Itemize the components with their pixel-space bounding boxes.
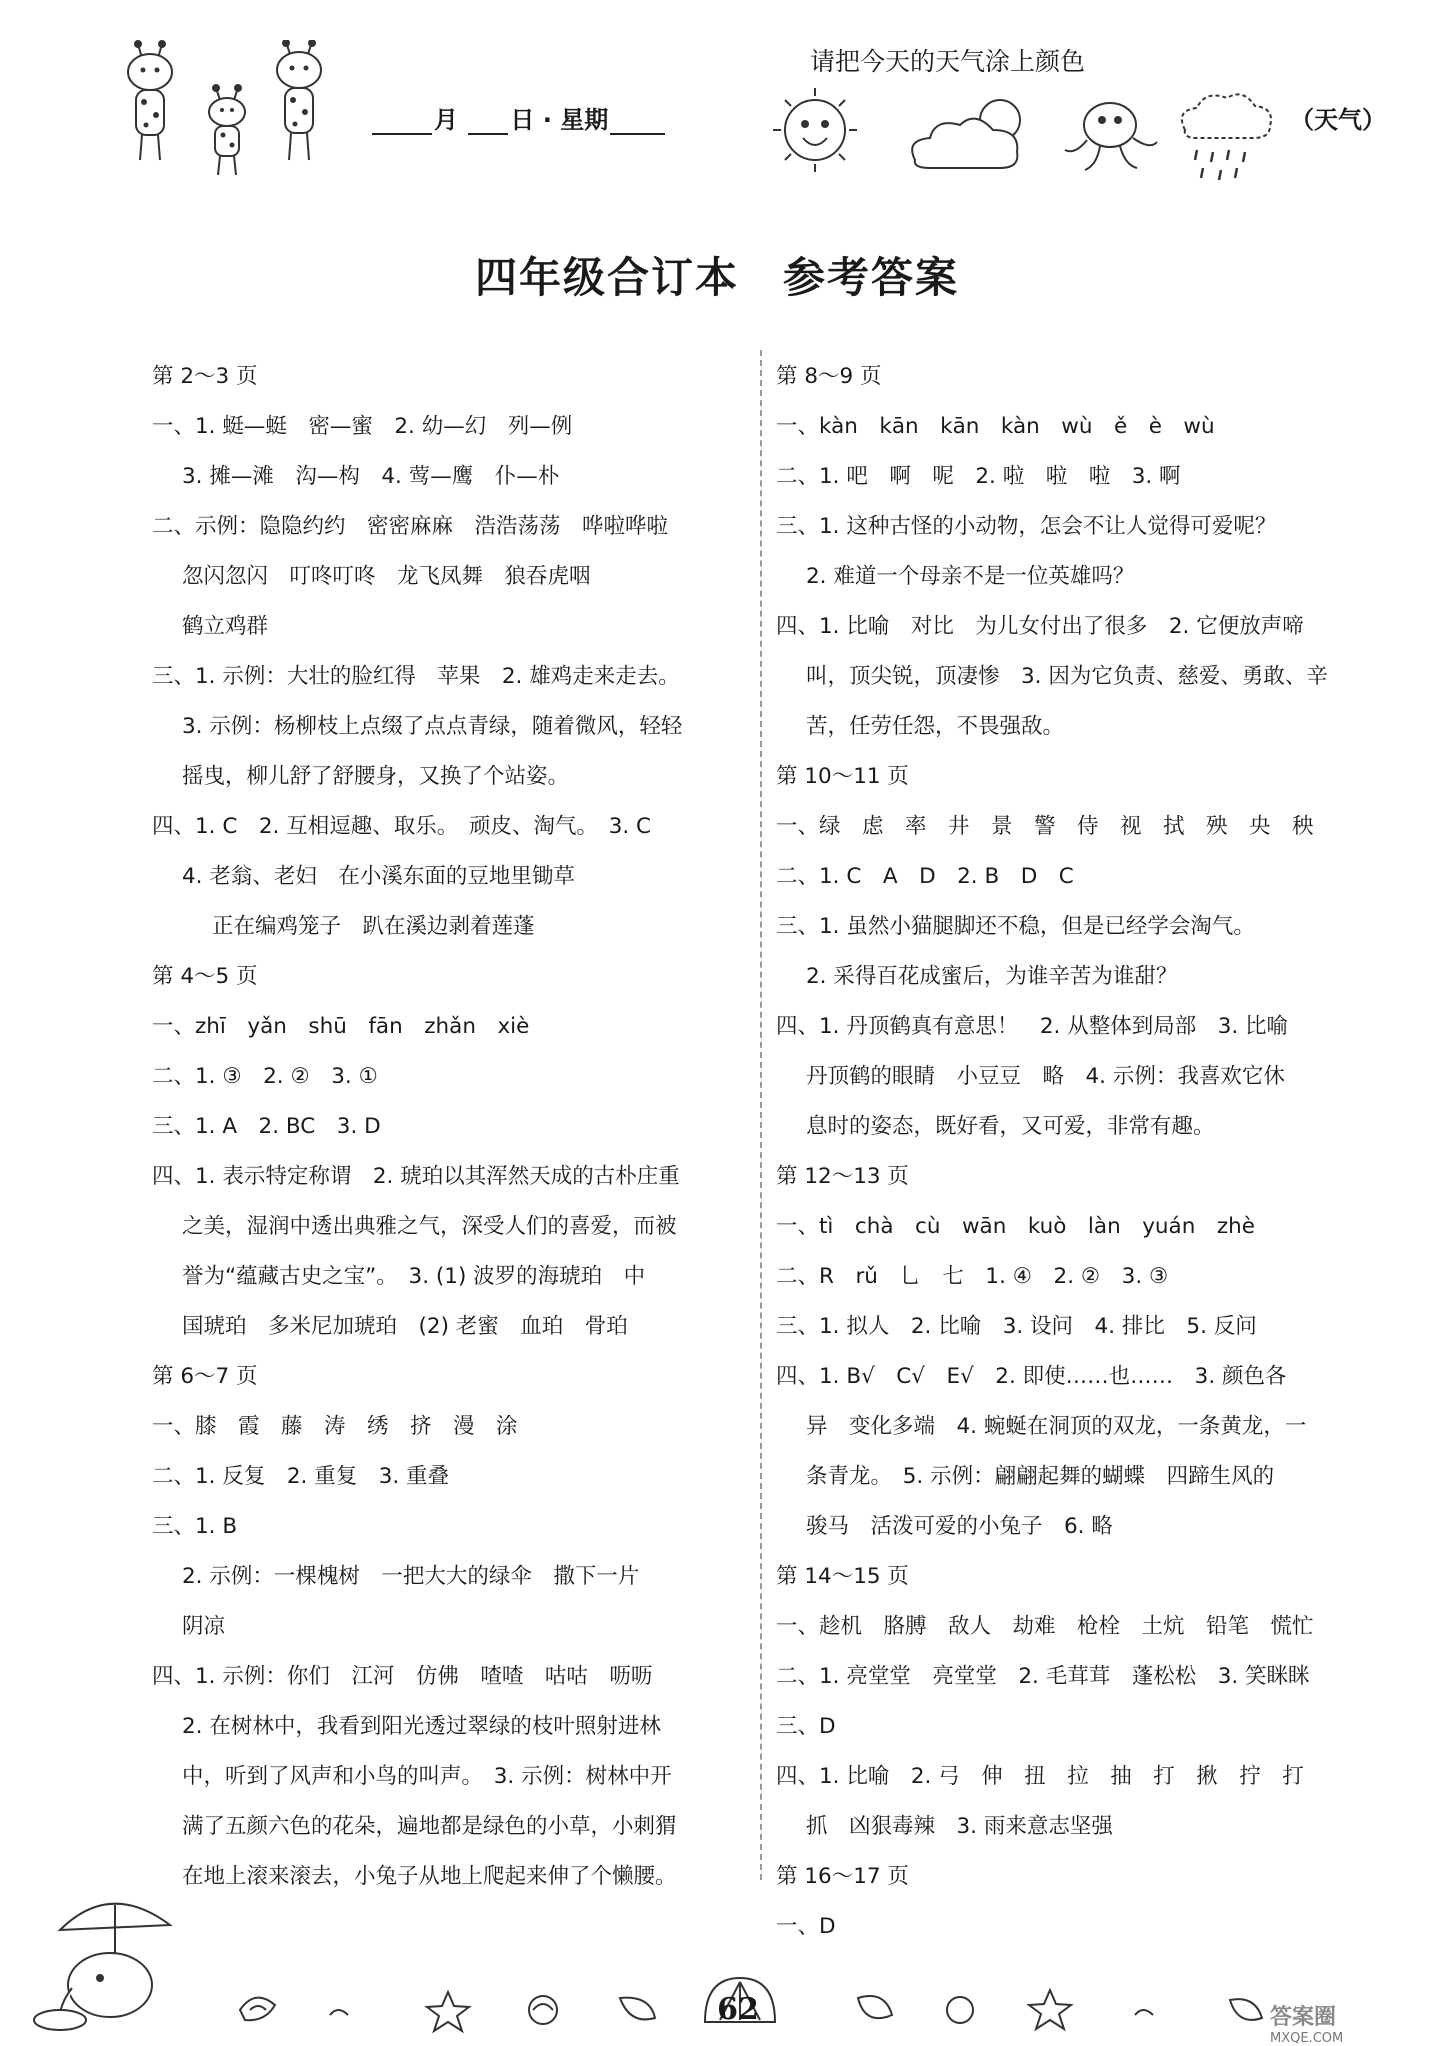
weather-instruction: 请把今天的天气涂上颜色	[810, 47, 1086, 76]
answer-line: 一、D	[776, 1914, 836, 1939]
answer-line: 三、1. 拟人 2. 比喻 3. 设问 4. 排比 5. 反问	[776, 1314, 1257, 1339]
weather-label: （天气）	[1290, 106, 1386, 134]
answer-line: 四、1. 比喻 2. 弓 伸 扭 拉 抽 打 揪 拧 打	[776, 1764, 1304, 1789]
answer-line: 2. 难道一个母亲不是一位英雄吗？	[806, 564, 1135, 589]
answer-line: 之美，湿润中透出典雅之气，深受人们的喜爱，而被	[182, 1214, 677, 1239]
page-range-heading: 第 4～5 页	[152, 964, 258, 989]
star-icon	[1029, 1990, 1071, 2029]
shell-icon	[620, 1998, 655, 2020]
giraffe-illustration	[120, 40, 360, 180]
answer-line: 正在编鸡笼子 趴在溪边剥着莲蓬	[212, 914, 535, 939]
answer-line: 一、绿 虑 率 井 景 警 侍 视 拭 殃 央 秧	[776, 814, 1314, 839]
heavy-rain-icon[interactable]	[1182, 94, 1271, 180]
answer-line: 骏马 活泼可爱的小兔子 6. 略	[806, 1514, 1113, 1539]
page-range-heading: 第 6～7 页	[152, 1364, 258, 1389]
shell-icon	[858, 1996, 892, 2018]
watermark-text: 答案圈	[1270, 2005, 1337, 2030]
answer-line: 一、kàn kān kān kàn wù ě è wù	[776, 414, 1215, 439]
answer-line: 二、1. 吧 啊 呢 2. 啦 啦 啦 3. 啊	[776, 464, 1181, 489]
site-watermark	[1270, 2000, 1343, 2046]
month-label: 月	[434, 106, 458, 134]
answer-line: 4. 老翁、老妇 在小溪东面的豆地里锄草	[182, 864, 575, 889]
watermark-url: MXQE.COM	[1270, 2031, 1344, 2046]
answer-line: 三、1. 这种古怪的小动物，怎会不让人觉得可爱呢？	[776, 514, 1277, 539]
answer-line: 国琥珀 多米尼加琥珀 (2) 老蜜 血珀 骨珀	[182, 1314, 628, 1339]
answer-line: 2. 采得百花成蜜后，为谁辛苦为谁甜？	[806, 964, 1178, 989]
answer-line: 四、1. 表示特定称谓 2. 琥珀以其浑然天成的古朴庄重	[152, 1164, 680, 1189]
answers-left-column	[152, 352, 752, 1902]
answer-line: 阴凉	[182, 1614, 226, 1639]
answer-line: 3. 摊—滩 沟—构 4. 莺—鹰 仆—朴	[182, 464, 560, 489]
answers-right-column	[776, 352, 1376, 1952]
shell-icon	[1135, 2010, 1153, 2015]
answer-line: 二、示例：隐隐约约 密密麻麻 浩浩荡荡 哗啦哗啦	[152, 514, 669, 539]
page-range-heading: 第 8～9 页	[776, 364, 882, 389]
answer-line: 一、1. 蜓—蜓 密—蜜 2. 幼—幻 列—例	[152, 414, 573, 439]
answer-line: 满了五颜六色的花朵，遍地都是绿色的小草，小刺猬	[182, 1814, 677, 1839]
answer-line: 二、R rǔ 乚 七 1. ④ 2. ② 3. ③	[776, 1264, 1169, 1289]
answer-line: 二、1. 亮堂堂 亮堂堂 2. 毛茸茸 蓬松松 3. 笑眯眯	[776, 1664, 1310, 1689]
answer-line: 2. 在树林中，我看到阳光透过翠绿的枝叶照射进林	[182, 1714, 661, 1739]
answer-line: 在地上滚来滚去，小兔子从地上爬起来伸了个懒腰。	[182, 1864, 677, 1889]
sun-icon[interactable]	[773, 88, 857, 172]
date-fill-line	[370, 100, 667, 135]
shell-icon	[1230, 1999, 1262, 2020]
page-range-heading: 第 12～13 页	[776, 1164, 909, 1189]
page-range-heading: 第 2～3 页	[152, 364, 258, 389]
week-blank[interactable]	[610, 111, 665, 135]
page-range-heading: 第 10～11 页	[776, 764, 909, 789]
column-divider	[760, 350, 762, 1880]
answer-line: 一、趁机 胳膊 敌人 劫难 枪栓 土炕 铅笔 慌忙	[776, 1614, 1314, 1639]
shell-icon	[947, 1997, 973, 2023]
answer-line: 一、膝 霞 藤 涛 绣 挤 漫 涂	[152, 1414, 518, 1439]
answer-line: 四、1. 示例：你们 江河 仿佛 喳喳 咕咕 呖呖	[152, 1664, 653, 1689]
answer-line: 息时的姿态，既好看，又可爱，非常有趣。	[806, 1114, 1215, 1139]
answer-line: 三、1. B	[152, 1514, 238, 1539]
answer-line: 条青龙。 5. 示例：翩翩起舞的蝴蝶 四蹄生风的	[806, 1464, 1275, 1489]
answer-line: 叫，顶尖锐，顶凄惨 3. 因为它负责、慈爱、勇敢、辛	[806, 664, 1328, 689]
star-icon	[427, 1992, 469, 2031]
answer-line: 3. 示例：杨柳枝上点缀了点点青绿，随着微风，轻轻	[182, 714, 683, 739]
weather-icons	[765, 80, 1285, 190]
answer-line: 三、1. 示例：大壮的脸红得 苹果 2. 雄鸡走来走去。	[152, 664, 680, 689]
page-number: 62	[717, 1992, 759, 2027]
answer-line: 三、1. A 2. BC 3. D	[152, 1114, 381, 1139]
page-header	[0, 0, 1434, 200]
answer-line: 三、1. 虽然小猫腿脚还不稳，但是已经学会淘气。	[776, 914, 1255, 939]
answer-line: 四、1. 丹顶鹤真有意思！ 2. 从整体到局部 3. 比喻	[776, 1014, 1289, 1039]
week-label: 星期	[560, 106, 609, 134]
page-title: 四年级合订本 参考答案	[474, 253, 959, 302]
answer-line: 中，听到了风声和小鸟的叫声。 3. 示例：树林中开	[182, 1764, 672, 1789]
page-range-heading: 第 16～17 页	[776, 1864, 909, 1889]
day-blank[interactable]	[468, 111, 508, 135]
answer-line: 三、D	[776, 1714, 836, 1739]
answer-line: 2. 示例：一棵槐树 一把大大的绿伞 撒下一片	[182, 1564, 640, 1589]
shell-icon	[330, 2010, 348, 2015]
answer-line: 二、1. 反复 2. 重复 3. 重叠	[152, 1464, 450, 1489]
answer-line: 鹤立鸡群	[182, 614, 269, 639]
answer-line: 二、1. C A D 2. B D C	[776, 864, 1074, 889]
partly-cloudy-icon[interactable]	[912, 100, 1020, 168]
shell-icon	[240, 1998, 275, 2021]
month-blank[interactable]	[372, 111, 432, 135]
answer-line: 丹顶鹤的眼睛 小豆豆 略 4. 示例：我喜欢它休	[806, 1064, 1285, 1089]
answer-line: 四、1. 比喻 对比 为儿女付出了很多 2. 它便放声啼	[776, 614, 1304, 639]
answer-line: 苦，任劳任怨，不畏强敌。	[806, 714, 1065, 739]
answer-line: 一、zhī yǎn shū fān zhǎn xiè	[152, 1014, 530, 1039]
answer-line: 二、1. ③ 2. ② 3. ①	[152, 1064, 378, 1089]
answer-line: 抓 凶狠毒辣 3. 雨来意志坚强	[806, 1814, 1113, 1839]
day-label: 日	[510, 106, 535, 134]
answer-line: 摇曳，柳儿舒了舒腰身，又换了个站姿。	[182, 764, 570, 789]
separator-dot: ·	[542, 106, 552, 134]
answer-line: 誉为“蕴藏古史之宝”。 3. (1) 波罗的海琥珀 中	[182, 1264, 646, 1289]
rainy-icon[interactable]	[1065, 103, 1157, 170]
elephant-illustration	[34, 1904, 170, 2030]
answer-line: 一、tì chà cù wān kuò làn yuán zhè	[776, 1214, 1255, 1239]
answer-line: 忽闪忽闪 叮咚叮咚 龙飞凤舞 狼吞虎咽	[182, 564, 591, 589]
page-range-heading: 第 14～15 页	[776, 1564, 909, 1589]
shell-icon	[529, 1996, 557, 2024]
answer-line: 四、1. C 2. 互相逗趣、取乐。 顽皮、淘气。 3. C	[152, 814, 652, 839]
answer-line: 异 变化多端 4. 蜿蜒在洞顶的双龙，一条黄龙，一	[806, 1414, 1307, 1439]
answer-line: 四、1. B√ C√ E√ 2. 即使……也…… 3. 颜色各	[776, 1364, 1287, 1389]
